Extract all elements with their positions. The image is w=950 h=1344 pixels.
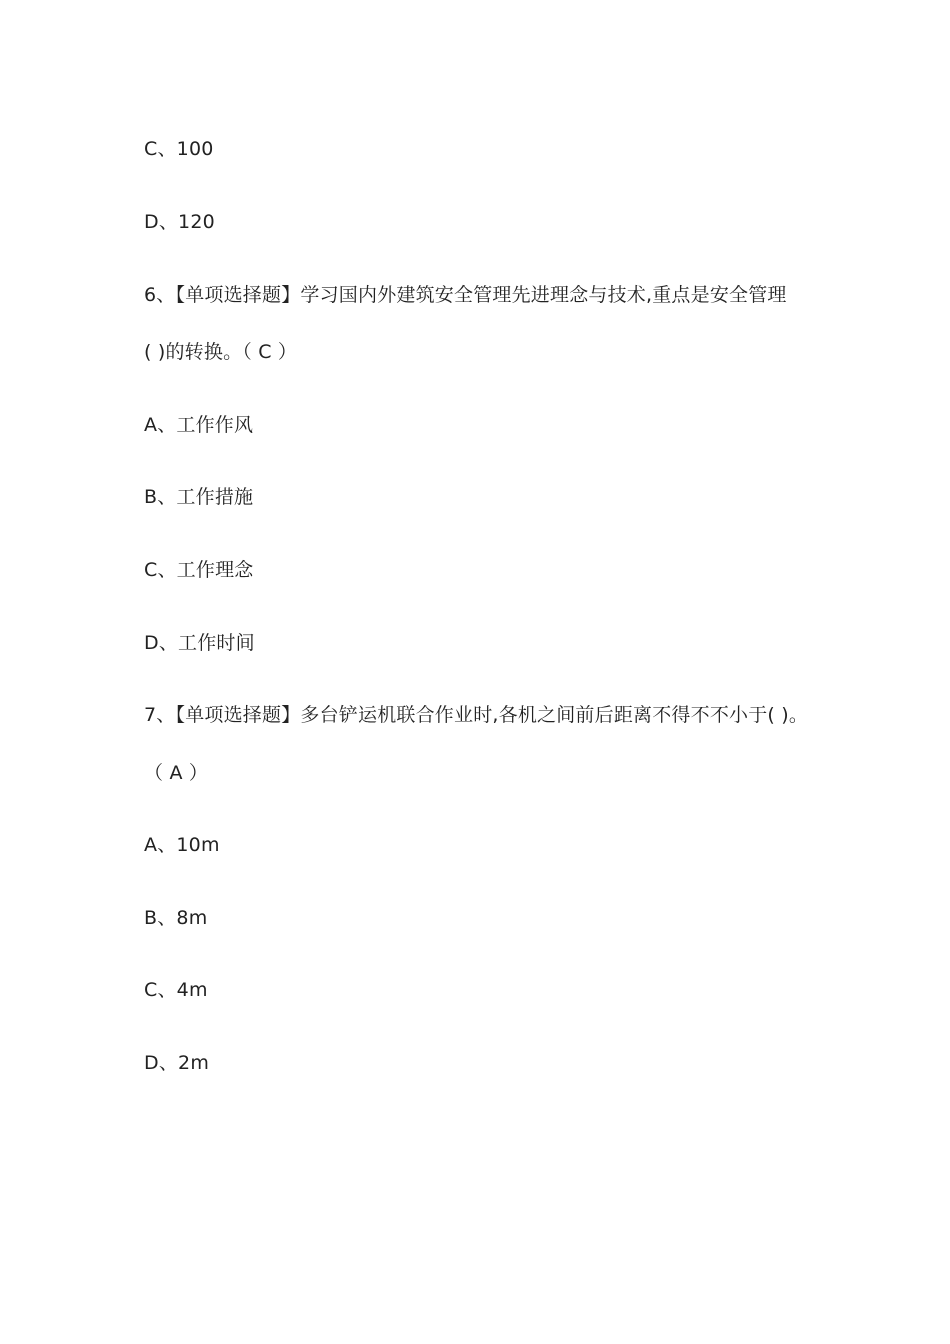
q7-question-line1: 7、【单项选择题】多台铲运机联合作业时,各机之间前后距离不得不不小于( )。 xyxy=(144,704,809,726)
q6-option-d: D、工作时间 xyxy=(144,632,255,654)
q7-option-d: D、2m xyxy=(144,1052,210,1074)
q6-option-b: B、工作措施 xyxy=(144,486,254,508)
q5-option-c: C、100 xyxy=(144,138,214,160)
q7-option-c: C、4m xyxy=(144,979,208,1001)
q5-option-d: D、120 xyxy=(144,211,215,233)
q7-question-line2: （ A ） xyxy=(144,762,209,784)
q7-option-a: A、10m xyxy=(144,834,220,856)
q6-question-line2: ( )的转换。（ C ） xyxy=(144,341,298,363)
q6-question-line1: 6、【单项选择题】学习国内外建筑安全管理先进理念与技术,重点是安全管理 xyxy=(144,284,787,306)
q6-option-a: A、工作作风 xyxy=(144,414,254,436)
q6-option-c: C、工作理念 xyxy=(144,559,254,581)
q7-option-b: B、8m xyxy=(144,907,208,929)
